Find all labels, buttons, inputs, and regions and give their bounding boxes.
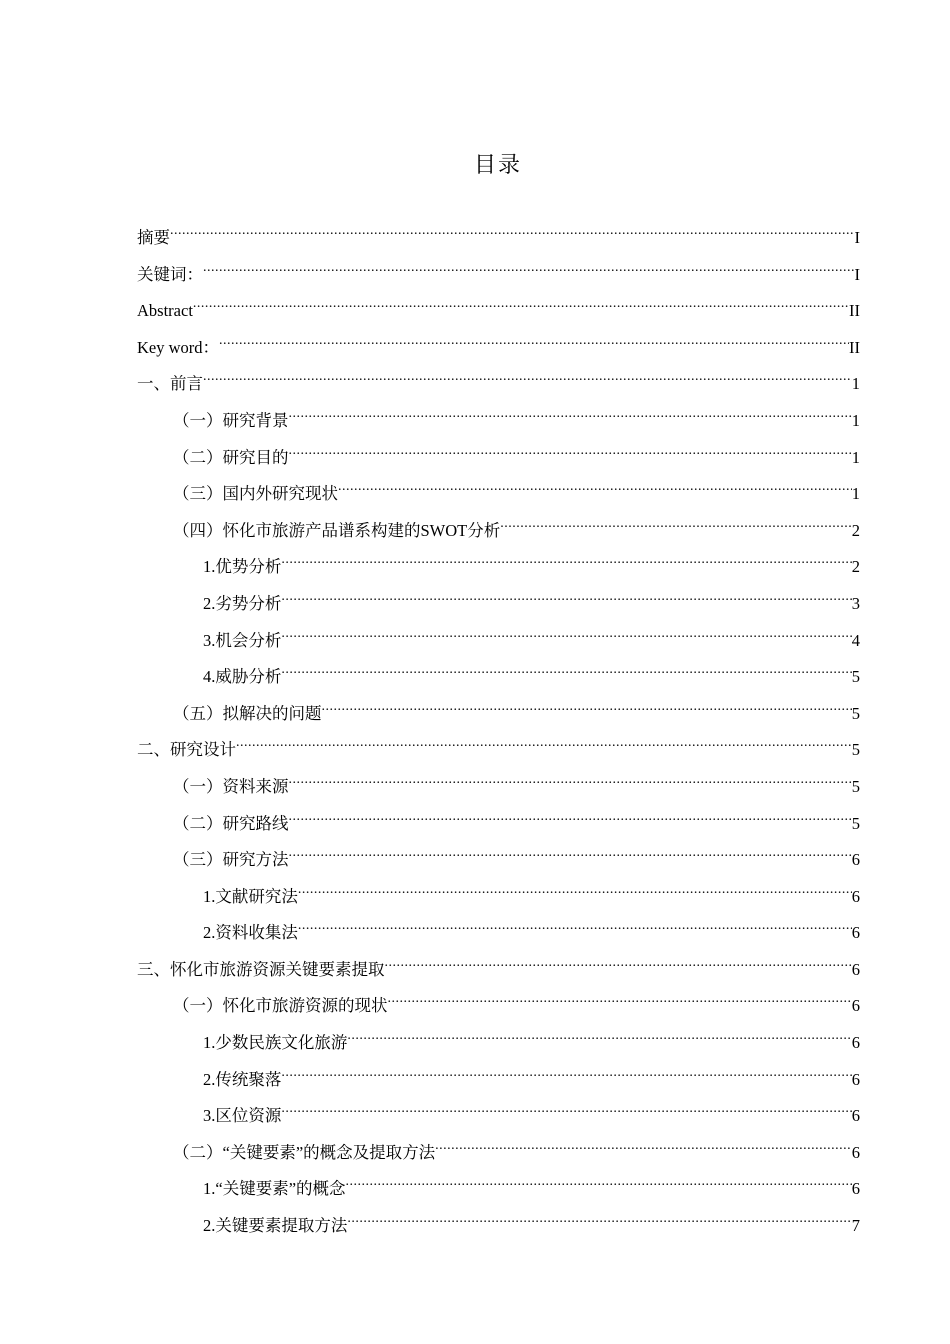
toc-entry-label: 关键词： — [137, 264, 203, 284]
toc-entry-label: （一）资料来源 — [173, 776, 289, 796]
toc-dot-leader — [236, 739, 852, 756]
toc-entry-page-number: 6 — [851, 959, 860, 979]
toc-dot-leader — [289, 775, 852, 792]
toc-dot-leader — [281, 556, 851, 573]
toc-entry-label: （一）研究背景 — [173, 410, 289, 430]
toc-entry-label: 一、前言 — [137, 374, 203, 394]
toc-entry[interactable] — [137, 370, 860, 407]
toc-entry[interactable] — [137, 992, 860, 1029]
toc-entry-page-number: 1 — [851, 484, 860, 504]
toc-entry-page-number: II — [849, 337, 860, 357]
toc-title: 目录 — [473, 153, 522, 178]
toc-entry[interactable] — [137, 444, 860, 481]
toc-dot-leader — [281, 666, 851, 683]
toc-dot-leader — [385, 958, 852, 975]
toc-dot-leader — [298, 885, 852, 902]
toc-entry[interactable] — [137, 334, 860, 371]
toc-dot-leader — [281, 592, 851, 609]
toc-entry-page-number: 7 — [851, 1216, 860, 1236]
toc-entry[interactable] — [137, 1175, 860, 1212]
toc-dot-leader — [281, 629, 851, 646]
toc-entry-label: （五）拟解决的问题 — [173, 703, 322, 723]
toc-entry-label: 2.关键要素提取方法 — [203, 1216, 348, 1236]
toc-dot-leader — [388, 995, 852, 1012]
toc-entry-label: （二）研究目的 — [173, 447, 289, 467]
toc-entry-page-number: 2 — [851, 520, 860, 540]
toc-entry-label: （三）研究方法 — [173, 850, 289, 870]
toc-entry-page-number: 5 — [851, 703, 860, 723]
toc-dot-leader — [289, 849, 852, 866]
toc-entry-page-number: 2 — [851, 557, 860, 577]
toc-entry-page-number: 3 — [851, 593, 860, 613]
toc-entry-label: 4.威胁分析 — [203, 667, 282, 687]
toc-entry-label: （一）怀化市旅游资源的现状 — [173, 996, 388, 1016]
toc-entry-page-number: 6 — [851, 1069, 860, 1089]
toc-entry[interactable] — [137, 480, 860, 517]
toc-entry[interactable] — [137, 261, 860, 298]
toc-entry-label: 1.少数民族文化旅游 — [203, 1033, 348, 1053]
toc-entry-label: 二、研究设计 — [137, 740, 236, 760]
toc-entry[interactable] — [137, 1102, 860, 1139]
toc-entry-page-number: I — [854, 264, 860, 284]
toc-dot-leader — [435, 1141, 852, 1158]
toc-entry-page-number: 6 — [851, 996, 860, 1016]
toc-dot-leader — [281, 1068, 851, 1085]
toc-entry[interactable] — [137, 919, 860, 956]
toc-dot-leader — [347, 1215, 851, 1232]
toc-dot-leader — [347, 1032, 851, 1049]
toc-entry-page-number: 6 — [851, 1033, 860, 1053]
toc-entry[interactable] — [137, 1139, 860, 1176]
toc-entry-page-number: 1 — [851, 410, 860, 430]
toc-entry-label: 1.优势分析 — [203, 557, 282, 577]
toc-entry-label: 3.区位资源 — [203, 1106, 282, 1126]
toc-entry-page-number: 6 — [851, 923, 860, 943]
toc-dot-leader — [322, 702, 852, 719]
toc-dot-leader — [170, 227, 855, 244]
toc-entry-label: 2.资料收集法 — [203, 923, 298, 943]
toc-entry[interactable] — [137, 773, 860, 810]
toc-entry-label: 2.传统聚落 — [203, 1069, 282, 1089]
toc-entry-page-number: 5 — [851, 813, 860, 833]
toc-entry[interactable] — [137, 1066, 860, 1103]
toc-entry-label: 三、怀化市旅游资源关键要素提取 — [137, 959, 385, 979]
toc-entry-label: 摘要 — [137, 228, 170, 247]
toc-entry-page-number: I — [854, 228, 860, 247]
toc-entry-page-number: 5 — [851, 667, 860, 687]
toc-dot-leader — [281, 1105, 851, 1122]
toc-entry-page-number: 6 — [851, 1142, 860, 1162]
toc-dot-leader — [289, 812, 852, 829]
toc-dot-leader — [346, 1178, 852, 1195]
toc-entry[interactable] — [137, 224, 860, 261]
toc-entry[interactable] — [137, 700, 860, 737]
toc-dot-leader — [338, 483, 852, 500]
toc-entry-page-number: 6 — [851, 886, 860, 906]
toc-entry[interactable] — [137, 736, 860, 773]
toc-entry[interactable] — [137, 883, 860, 920]
toc-entry[interactable] — [137, 517, 860, 554]
toc-entry-label: 3.机会分析 — [203, 630, 282, 650]
toc-dot-leader — [193, 300, 849, 317]
toc-dot-leader — [298, 922, 852, 939]
toc-entry-page-number: 1 — [851, 374, 860, 394]
toc-entry-page-number: 6 — [851, 1106, 860, 1126]
toc-entry[interactable] — [137, 663, 860, 700]
toc-entry[interactable] — [137, 956, 860, 993]
toc-entry-label: Abstract — [137, 301, 193, 321]
toc-dot-leader — [203, 263, 855, 280]
toc-entry-label: （三）国内外研究现状 — [173, 484, 338, 504]
toc-entry[interactable] — [137, 590, 860, 627]
toc-entry[interactable] — [137, 810, 860, 847]
toc-dot-leader — [203, 373, 852, 390]
toc-entry-label: 1.“关键要素”的概念 — [203, 1179, 346, 1199]
toc-entry[interactable] — [137, 846, 860, 883]
toc-entry[interactable] — [137, 407, 860, 444]
toc-entry-label: Key word： — [137, 337, 220, 357]
toc-entry[interactable] — [137, 1212, 860, 1249]
toc-entry-page-number: 5 — [851, 776, 860, 796]
toc-entry-label: 1.文献研究法 — [203, 886, 298, 906]
toc-entry[interactable] — [137, 297, 860, 334]
toc-entry[interactable] — [137, 1029, 860, 1066]
toc-entry-page-number: 5 — [851, 740, 860, 760]
toc-dot-leader — [500, 519, 852, 536]
toc-entry[interactable] — [137, 553, 860, 590]
toc-entry-page-number: 6 — [851, 850, 860, 870]
toc-entry-page-number: 1 — [851, 447, 860, 467]
toc-entry[interactable] — [137, 627, 860, 664]
toc-entry-label: （四）怀化市旅游产品谱系构建的SWOT分析 — [173, 520, 501, 540]
table-of-contents — [137, 224, 860, 1249]
toc-entry-page-number: 4 — [851, 630, 860, 650]
toc-dot-leader — [289, 409, 852, 426]
toc-entry-page-number: II — [849, 301, 860, 321]
toc-dot-leader — [219, 336, 849, 353]
toc-entry-label: （二）“关键要素”的概念及提取方法 — [173, 1142, 436, 1162]
toc-dot-leader — [289, 446, 852, 463]
toc-entry-page-number: 6 — [851, 1179, 860, 1199]
toc-entry-label: （二）研究路线 — [173, 813, 289, 833]
toc-entry-label: 2.劣势分析 — [203, 593, 282, 613]
